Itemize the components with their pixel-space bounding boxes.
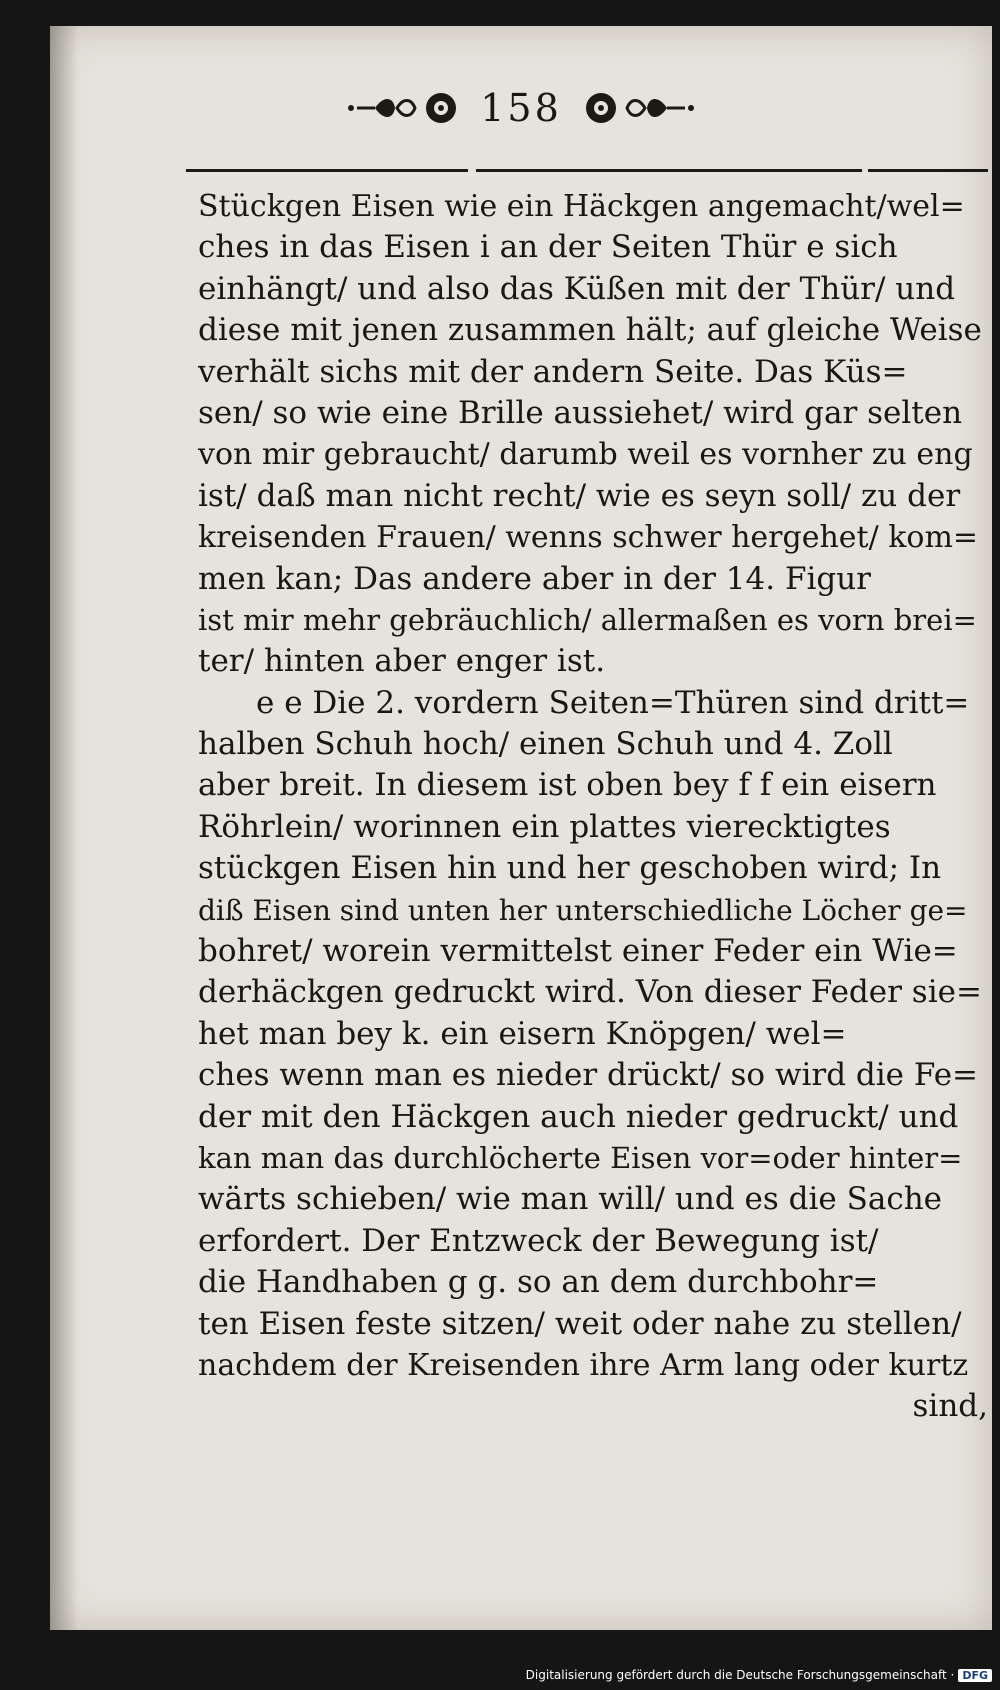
- body-text: [198, 186, 988, 1428]
- text-line: nachdem der Kreisenden ihre Arm lang oder kurtz: [198, 1347, 969, 1383]
- credit-text: Digitalisierung gefördert durch die Deutsche Forschungsgemeinschaft ·: [525, 1668, 955, 1682]
- text-line: halben Schuh hoch/ einen Schuh und 4. Zoll: [198, 726, 893, 763]
- text-line: het man bey k. ein eisern Knöpgen/ wel=: [198, 1015, 847, 1052]
- ornament-left-icon: [345, 88, 465, 128]
- page-number: 158: [480, 86, 562, 130]
- header-rule-middle: [476, 169, 862, 172]
- text-line: erfordert. Der Entzweck der Bewegung ist/: [198, 1222, 879, 1259]
- text-line: Stückgen Eisen wie ein Häckgen angemacht/wel=: [198, 189, 965, 224]
- ornament-right-icon: [577, 88, 697, 128]
- text-line: ist mir mehr gebräuchlich/ allermaßen es vorn brei=: [198, 602, 977, 637]
- header-rule-right: [868, 169, 988, 172]
- text-line: verhält sichs mit der andern Seite. Das Küs=: [198, 353, 908, 390]
- text-line: derhäckgen gedruckt wird. Von dieser Feder sie=: [198, 974, 982, 1011]
- text-line: ches wenn man es nieder drückt/ so wird die Fe=: [198, 1057, 979, 1094]
- text-line: ter/ hinten aber enger ist.: [198, 643, 606, 680]
- text-line: kan man das durchlöcherte Eisen vor=oder hinter=: [198, 1140, 963, 1175]
- catchword: sind,: [912, 1388, 988, 1425]
- book-page: [50, 26, 992, 1630]
- header-rule-left: [186, 169, 468, 172]
- text-line: der mit den Häckgen auch nieder gedruckt/ und: [198, 1098, 959, 1135]
- text-line: einhängt/ und also das Küßen mit der Thür/ und: [198, 270, 956, 307]
- text-line: die Handhaben g g. so an dem durchbohr=: [198, 1264, 879, 1301]
- page-header: [50, 86, 992, 146]
- text-line-content: e e Die 2. vordern Seiten=Thüren sind dritt=: [256, 684, 970, 721]
- text-line: aber breit. In diesem ist oben bey f f ein eisern: [198, 767, 937, 804]
- text-line: ten Eisen feste sitzen/ weit oder nahe zu stellen/: [198, 1305, 962, 1342]
- text-line: [198, 683, 988, 724]
- text-line: bohret/ worein vermittelst einer Feder ein Wie=: [198, 933, 958, 970]
- digitization-credit: [526, 1668, 992, 1686]
- text-line: men kan; Das andere aber in der 14. Figur: [198, 560, 871, 597]
- text-line: Röhrlein/ worinnen ein plattes vierecktigtes: [198, 808, 891, 845]
- text-line: ches in das Eisen i an der Seiten Thür e sich: [198, 229, 898, 266]
- text-line: wärts schieben/ wie man will/ und es die Sache: [198, 1181, 943, 1218]
- text-line: stückgen Eisen hin und her geschoben wird; In: [198, 850, 942, 887]
- text-line: von mir gebraucht/ darumb weil es vornher zu eng: [198, 437, 973, 473]
- text-line: diß Eisen sind unten her unterschiedliche Löcher ge=: [198, 893, 968, 927]
- text-line: kreisenden Frauen/ wenns schwer hergehet/ kom=: [198, 520, 979, 556]
- dfg-logo: DFG: [958, 1669, 992, 1682]
- text-line: diese mit jenen zusammen hält; auf gleiche Weise: [198, 312, 982, 349]
- text-line: ist/ daß man nicht recht/ wie es seyn soll/ zu der: [198, 477, 961, 514]
- text-line: sen/ so wie eine Brille aussiehet/ wird gar selten: [198, 394, 963, 431]
